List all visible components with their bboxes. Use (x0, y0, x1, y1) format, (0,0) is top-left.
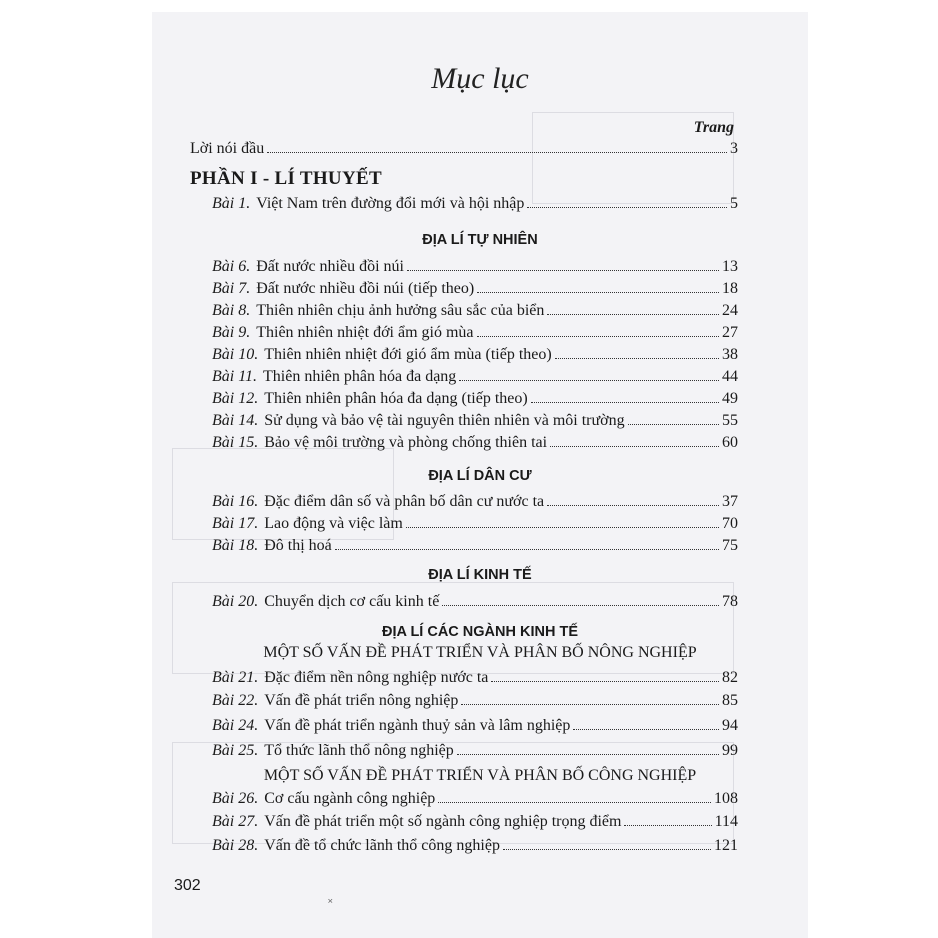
section-heading: ĐỊA LÍ TỰ NHIÊN (422, 232, 538, 248)
toc-entry-page: 75 (722, 537, 738, 554)
toc-entry-page: 60 (722, 434, 738, 451)
toc-entry (212, 346, 738, 364)
toc-entry-intro (190, 140, 738, 158)
toc-entry-page: 5 (730, 195, 738, 212)
toc-entry-page: 3 (730, 140, 738, 157)
toc-entry-text: Đất nước nhiều đồi núi (tiếp theo) (256, 280, 475, 297)
toc-entry-text: Đô thị hoá (264, 537, 332, 554)
lesson-number: Bài 18. (212, 537, 259, 554)
toc-entry-page: 49 (722, 390, 738, 407)
toc-entry-page: 114 (714, 813, 738, 830)
toc-entry (212, 692, 738, 710)
lesson-number: Bài 11. (212, 368, 258, 385)
toc-entry (212, 813, 738, 831)
dot-leader (459, 380, 719, 381)
toc-entry-page: 70 (722, 515, 738, 532)
lesson-number: Bài 1. (212, 195, 251, 212)
lesson-number: Bài 20. (212, 593, 259, 610)
toc-entry-text: Vấn đề phát triển nông nghiệp (264, 692, 459, 709)
page-number: 302 (174, 877, 201, 894)
toc-entry (212, 302, 738, 320)
dot-leader (491, 681, 719, 682)
toc-entry (212, 515, 738, 533)
toc-entry-text: Chuyển dịch cơ cấu kinh tế (264, 593, 440, 610)
dot-leader (531, 402, 719, 403)
toc-entry-text: Đất nước nhiều đồi núi (256, 258, 404, 275)
toc-entry-page: 121 (714, 837, 738, 854)
toc-entry-page: 85 (722, 692, 738, 709)
dot-leader (457, 754, 719, 755)
toc-entry (212, 258, 738, 276)
toc-entry-text: Sử dụng và bảo vệ tài nguyên thiên nhiên và môi trường (264, 412, 625, 429)
dot-leader (624, 825, 711, 826)
dot-leader (547, 314, 719, 315)
toc-entry (212, 669, 738, 687)
toc-entry-text: Thiên nhiên chịu ảnh hưởng sâu sắc của biển (256, 302, 545, 319)
toc-entry-text: Thiên nhiên phân hóa đa dạng (tiếp theo) (264, 390, 528, 407)
section-heading: ĐỊA LÍ CÁC NGÀNH KINH TẾ (381, 624, 578, 640)
lesson-number: Bài 17. (212, 515, 259, 532)
toc-entry-text: Lời nói đầu (190, 140, 265, 157)
lesson-number: Bài 9. (212, 324, 251, 341)
dot-leader (503, 849, 711, 850)
dot-leader (477, 336, 719, 337)
lesson-number: Bài 6. (212, 258, 251, 275)
toc-entry-page: 18 (722, 280, 738, 297)
dot-leader (547, 505, 719, 506)
toc-entry-text: Vấn đề tổ chức lãnh thổ công nghiệp (264, 837, 500, 854)
toc-entry (212, 537, 738, 555)
toc-entry-page: 82 (722, 669, 738, 686)
toc-entry (212, 434, 738, 452)
lesson-number: Bài 8. (212, 302, 251, 319)
dot-leader (406, 527, 719, 528)
toc-entry-page: 99 (722, 742, 738, 759)
dot-leader (527, 207, 727, 208)
toc-entry (212, 837, 738, 855)
lesson-number: Bài 16. (212, 493, 259, 510)
dot-leader (555, 358, 719, 359)
lesson-number: Bài 28. (212, 837, 259, 854)
toc-entry-text: Tổ thức lãnh thổ nông nghiệp (264, 742, 454, 759)
toc-entry-page: 55 (722, 412, 738, 429)
toc-entry-text: Cơ cấu ngành công nghiệp (264, 790, 436, 807)
toc-entry (212, 717, 738, 735)
dot-leader (573, 729, 719, 730)
toc-entry-text: Đặc điểm nền nông nghiệp nước ta (264, 669, 489, 686)
toc-entry (212, 390, 738, 408)
toc-entry (212, 412, 738, 430)
print-mark: ˟ (328, 896, 333, 910)
toc-entry-page: 24 (722, 302, 738, 319)
lesson-number: Bài 15. (212, 434, 259, 451)
toc-entry-page: 13 (722, 258, 738, 275)
column-header-page: Trang (693, 119, 734, 136)
toc-entry-text: Thiên nhiên nhiệt đới ẩm gió mùa (256, 324, 474, 341)
toc-entry (212, 742, 738, 760)
toc-entry (212, 493, 738, 511)
toc-entry-text: Thiên nhiên phân hóa đa dạng (263, 368, 457, 385)
toc-entry-page: 37 (722, 493, 738, 510)
lesson-number: Bài 21. (212, 669, 259, 686)
book-page (152, 12, 808, 938)
toc-entry-page: 78 (722, 593, 738, 610)
lesson-number: Bài 22. (212, 692, 259, 709)
toc-entry (212, 280, 738, 298)
subsection-heading: MỘT SỐ VẤN ĐỀ PHÁT TRIỂN VÀ PHÂN BỐ NÔNG NGHIỆP (263, 644, 697, 661)
lesson-number: Bài 10. (212, 346, 259, 363)
dot-leader (267, 152, 727, 153)
toc-entry (212, 368, 738, 386)
dot-leader (438, 802, 711, 803)
lesson-number: Bài 27. (212, 813, 259, 830)
dot-leader (628, 424, 719, 425)
dot-leader (442, 605, 719, 606)
lesson-number: Bài 26. (212, 790, 259, 807)
toc-entry-page: 27 (722, 324, 738, 341)
lesson-number: Bài 12. (212, 390, 259, 407)
toc-entry-page: 44 (722, 368, 738, 385)
section-heading: ĐỊA LÍ DÂN CƯ (428, 468, 532, 484)
dot-leader (407, 270, 719, 271)
lesson-number: Bài 14. (212, 412, 259, 429)
toc-entry-text: Vấn đề phát triển một số ngành công nghiệp trọng điểm (264, 813, 622, 830)
dot-leader (477, 292, 719, 293)
lesson-number: Bài 25. (212, 742, 259, 759)
toc-entry (212, 195, 738, 213)
toc-entry-text: Vấn đề phát triển ngành thuỷ sản và lâm nghiệp (264, 717, 571, 734)
toc-entry-page: 108 (714, 790, 738, 807)
subsection-heading: MỘT SỐ VẤN ĐỀ PHÁT TRIỂN VÀ PHÂN BỐ CÔNG NGHIỆP (263, 767, 697, 784)
toc-entry-text: Thiên nhiên nhiệt đới gió ẩm mùa (tiếp theo) (264, 346, 552, 363)
lesson-number: Bài 24. (212, 717, 259, 734)
dot-leader (461, 704, 719, 705)
lesson-number: Bài 7. (212, 280, 251, 297)
page-title: Mục lục (431, 62, 529, 95)
toc-entry-page: 94 (722, 717, 738, 734)
toc-entry (212, 790, 738, 808)
toc-entry (212, 593, 738, 611)
toc-entry-page: 38 (722, 346, 738, 363)
toc-entry-text: Bảo vệ môi trường và phòng chống thiên tai (264, 434, 548, 451)
part-heading: PHẦN I - LÍ THUYẾT (190, 168, 382, 189)
section-heading: ĐỊA LÍ KINH TẾ (428, 567, 532, 583)
dot-leader (335, 549, 719, 550)
toc-entry-text: Việt Nam trên đường đổi mới và hội nhập (256, 195, 525, 212)
toc-entry-text: Đặc điểm dân số và phân bố dân cư nước ta (264, 493, 545, 510)
dot-leader (550, 446, 719, 447)
toc-entry-text: Lao động và việc làm (264, 515, 403, 532)
toc-entry (212, 324, 738, 342)
